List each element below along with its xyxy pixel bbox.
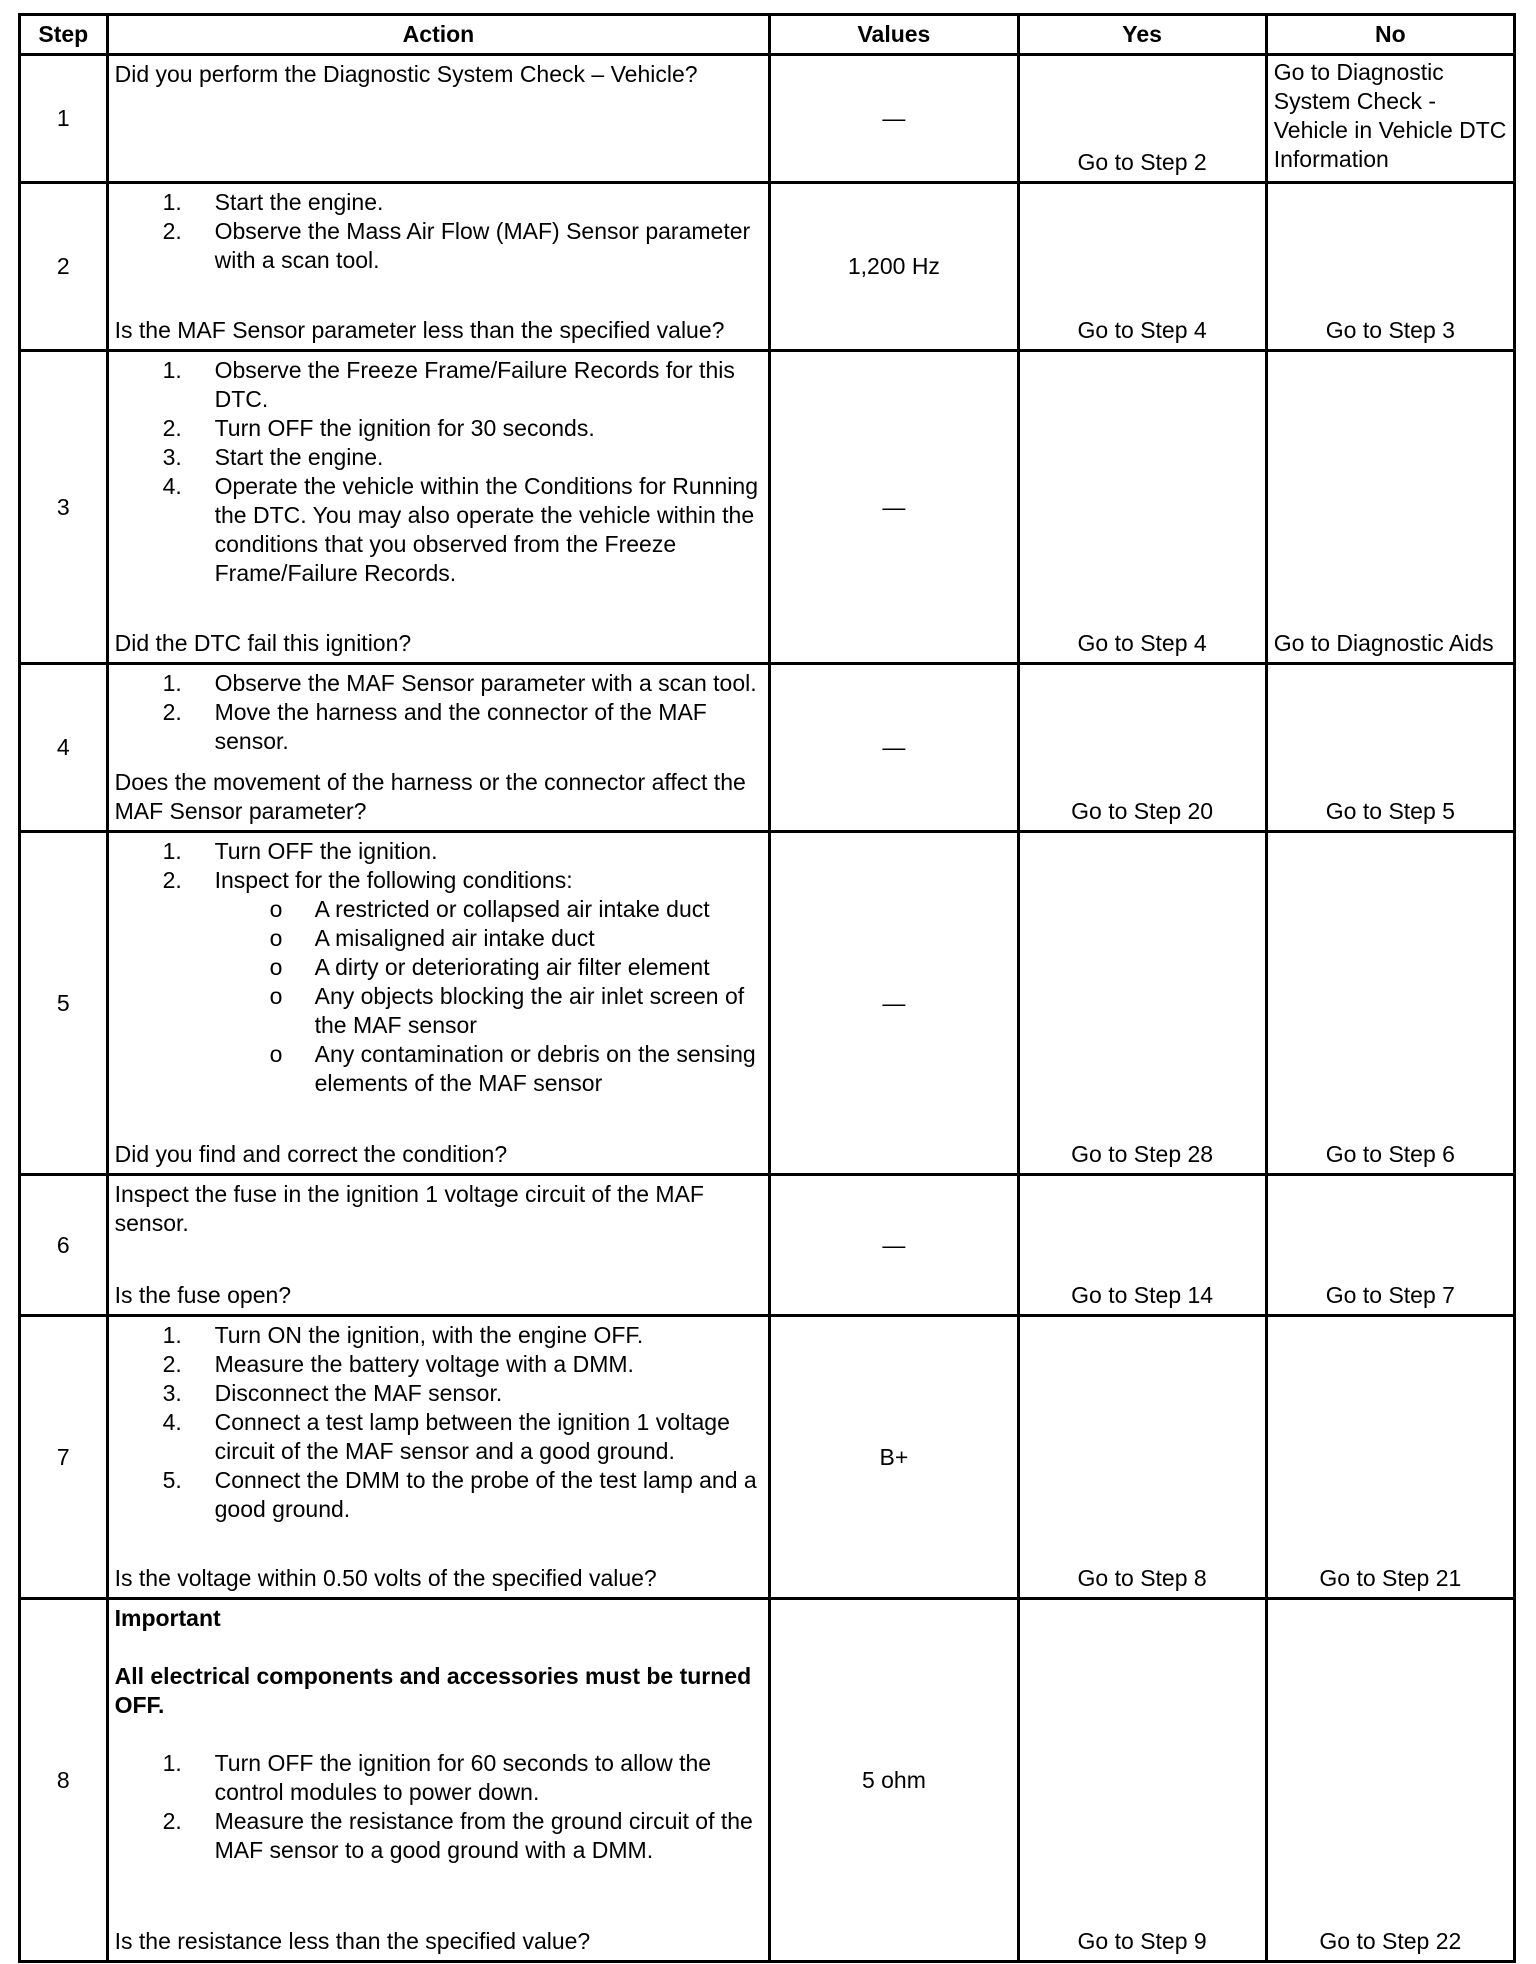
table-row [20, 664, 1515, 832]
action-step: 4. Operate the vehicle within the Conditions for Running the DTC. You may also operate the vehicle within the conditions that you observed from the Freeze Frame/Failure Records. [162, 473, 758, 586]
action-step: 3. Start the engine. [162, 444, 384, 470]
table-row [20, 351, 1515, 664]
yes-cell: Go to Step 4 [1018, 351, 1266, 664]
table-row [20, 1316, 1515, 1599]
action-cell [107, 1175, 770, 1316]
value-cell: — [770, 664, 1018, 832]
step-number: 4 [20, 664, 108, 832]
value-cell: 1,200 Hz [770, 183, 1018, 351]
action-cell [107, 664, 770, 832]
header-row [20, 15, 1515, 55]
no-cell: Go to Diagnostic Aids [1266, 351, 1514, 664]
action-question: Is the resistance less than the specified value? [114, 1928, 591, 1954]
step-number: 5 [20, 832, 108, 1175]
header-action: Action [107, 15, 770, 55]
action-question: Does the movement of the harness or the connector affect the MAF Sensor parameter? [114, 769, 746, 824]
action-cell [107, 1316, 770, 1599]
action-step: 2. Inspect for the following conditions: [162, 867, 573, 893]
diagnostic-table [18, 13, 1516, 1963]
no-cell: Go to Step 5 [1266, 664, 1514, 832]
table-row [20, 1599, 1515, 1962]
action-question: Is the voltage within 0.50 volts of the specified value? [114, 1565, 657, 1591]
step-number: 2 [20, 183, 108, 351]
no-cell: Go to Diagnostic System Check - Vehicle in Vehicle DTC Information [1266, 55, 1514, 183]
value-cell: B+ [770, 1316, 1018, 1599]
action-step: 1. Turn ON the ignition, with the engine OFF. [162, 1322, 644, 1348]
action-step: 3. Disconnect the MAF sensor. [162, 1380, 503, 1406]
table-row [20, 55, 1515, 183]
action-question: Did the DTC fail this ignition? [114, 630, 412, 656]
action-question: Did you perform the Diagnostic System Check – Vehicle? [114, 61, 698, 87]
value-cell: — [770, 351, 1018, 664]
yes-cell: Go to Step 4 [1018, 183, 1266, 351]
value-cell: — [770, 55, 1018, 183]
no-cell: Go to Step 7 [1266, 1175, 1514, 1316]
step-number: 8 [20, 1599, 108, 1962]
yes-cell: Go to Step 2 [1018, 55, 1266, 183]
header-step: Step [20, 15, 108, 55]
action-question: Is the fuse open? [114, 1282, 292, 1308]
condition-item: o A restricted or collapsed air intake duct [269, 896, 710, 922]
yes-cell: Go to Step 14 [1018, 1175, 1266, 1316]
value-cell: 5 ohm [770, 1599, 1018, 1962]
action-step: 5. Connect the DMM to the probe of the test lamp and a good ground. [162, 1467, 757, 1522]
value-cell: — [770, 832, 1018, 1175]
yes-cell: Go to Step 28 [1018, 832, 1266, 1175]
no-cell: Go to Step 6 [1266, 832, 1514, 1175]
no-cell: Go to Step 22 [1266, 1599, 1514, 1962]
action-cell [107, 55, 770, 183]
action-question: Is the MAF Sensor parameter less than the specified value? [114, 317, 725, 343]
action-cell [107, 351, 770, 664]
action-step: 2. Turn OFF the ignition for 30 seconds. [162, 415, 595, 441]
action-step: 2. Move the harness and the connector of the MAF sensor. [162, 699, 707, 754]
action-cell [107, 832, 770, 1175]
header-yes: Yes [1018, 15, 1266, 55]
yes-cell: Go to Step 20 [1018, 664, 1266, 832]
step-number: 7 [20, 1316, 108, 1599]
action-cell [107, 183, 770, 351]
value-cell: — [770, 1175, 1018, 1316]
table-row [20, 1175, 1515, 1316]
important-title: Important [114, 1605, 221, 1631]
condition-item: o A misaligned air intake duct [269, 925, 595, 951]
important-text: All electrical components and accessories must be turned OFF. [114, 1663, 752, 1718]
no-cell: Go to Step 21 [1266, 1316, 1514, 1599]
step-number: 6 [20, 1175, 108, 1316]
condition-item: o Any contamination or debris on the sensing elements of the MAF sensor [269, 1041, 756, 1096]
action-step: 1. Turn OFF the ignition for 60 seconds to allow the control modules to power down. [162, 1750, 712, 1805]
action-step: 4. Connect a test lamp between the ignition 1 voltage circuit of the MAF sensor and a good ground. [162, 1409, 730, 1464]
condition-item: o Any objects blocking the air inlet screen of the MAF sensor [269, 983, 745, 1038]
table-row [20, 183, 1515, 351]
step-number: 1 [20, 55, 108, 183]
header-values: Values [770, 15, 1018, 55]
yes-cell: Go to Step 8 [1018, 1316, 1266, 1599]
table-row [20, 832, 1515, 1175]
action-step: 1. Turn OFF the ignition. [162, 838, 438, 864]
condition-item: o A dirty or deteriorating air filter element [269, 954, 710, 980]
action-step: 1. Start the engine. [162, 189, 384, 215]
action-step: 1. Observe the MAF Sensor parameter with a scan tool. [162, 670, 757, 696]
yes-cell: Go to Step 9 [1018, 1599, 1266, 1962]
no-cell: Go to Step 3 [1266, 183, 1514, 351]
action-step: 2. Measure the battery voltage with a DMM. [162, 1351, 634, 1377]
step-number: 3 [20, 351, 108, 664]
action-step: 2. Measure the resistance from the ground circuit of the MAF sensor to a good ground with a DMM. [162, 1808, 753, 1863]
action-text: Inspect the fuse in the ignition 1 voltage circuit of the MAF sensor. [114, 1181, 704, 1236]
action-step: 1. Observe the Freeze Frame/Failure Records for this DTC. [162, 357, 735, 412]
action-cell [107, 1599, 770, 1962]
action-question: Did you find and correct the condition? [114, 1141, 508, 1167]
header-no: No [1266, 15, 1514, 55]
action-step: 2. Observe the Mass Air Flow (MAF) Sensor parameter with a scan tool. [162, 218, 751, 273]
